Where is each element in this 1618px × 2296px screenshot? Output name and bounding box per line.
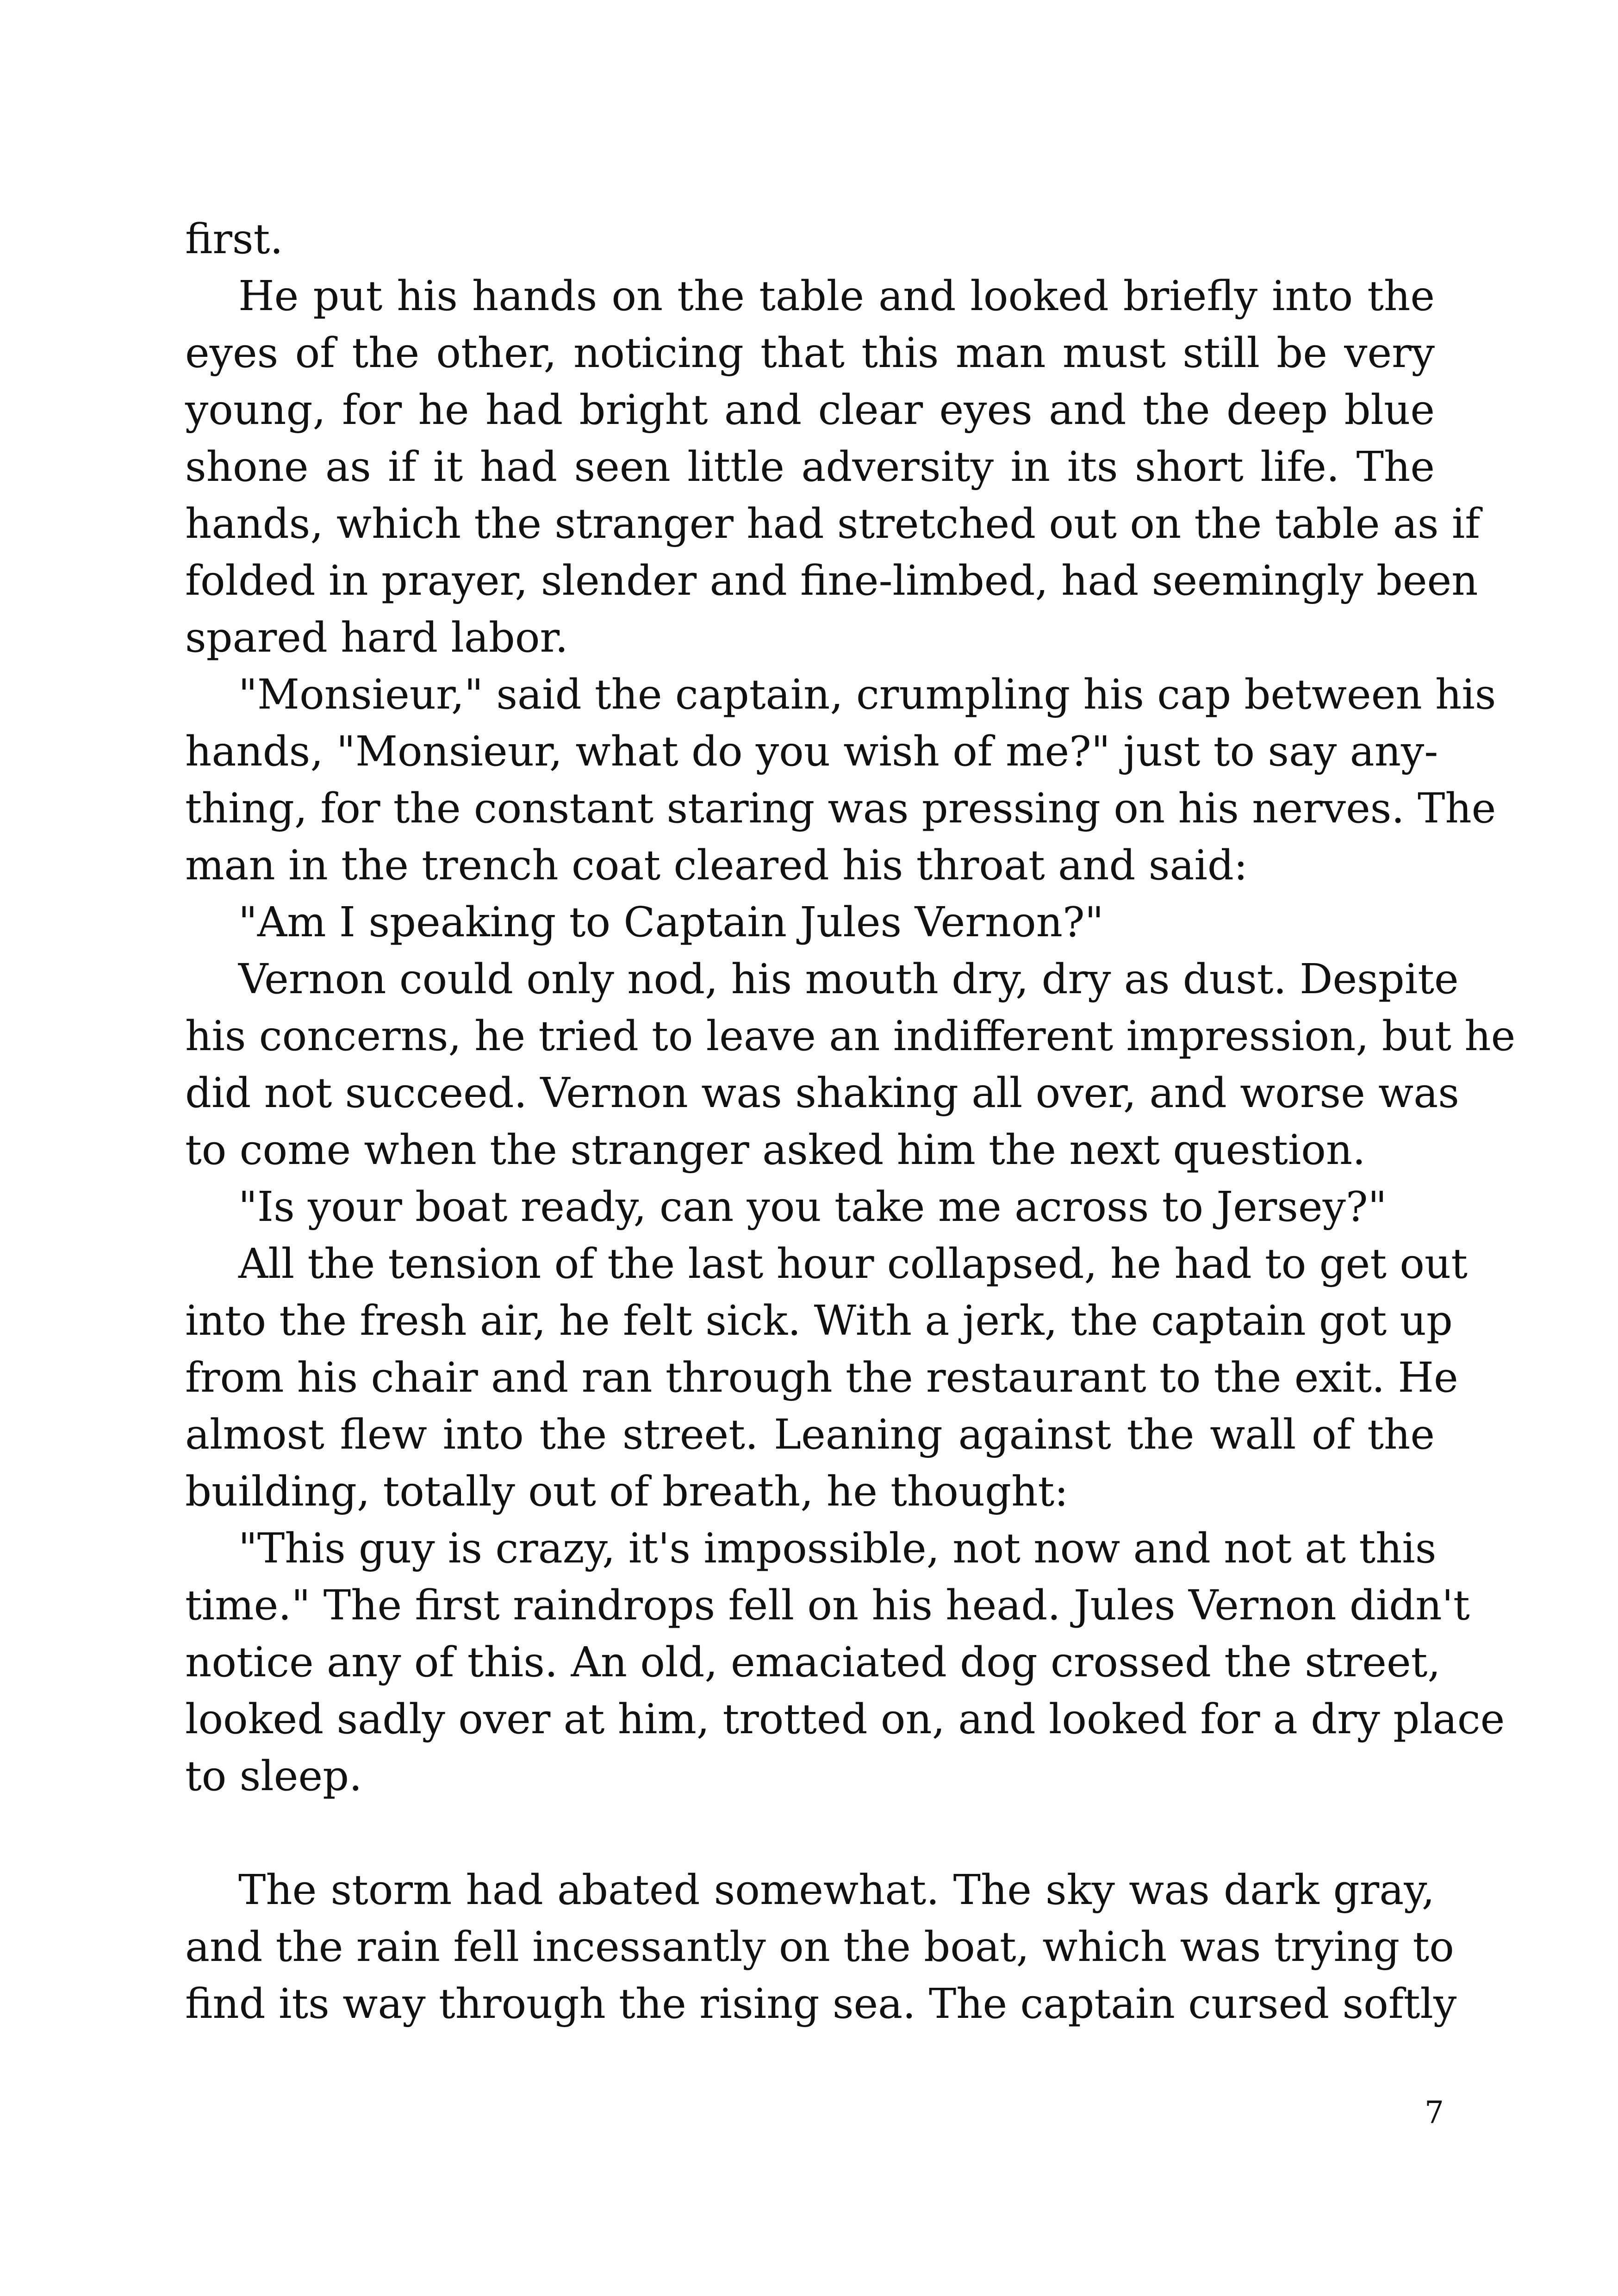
- text-line: spared hard labor.: [185, 613, 568, 661]
- paragraph: [185, 1520, 1505, 1804]
- text-line: Vernon could only nod, his mouth dry, dry as dust. Despite: [238, 955, 1459, 1003]
- text-line: to sleep.: [185, 1752, 362, 1800]
- paragraph: [185, 666, 1496, 894]
- text-line: shone as if it had seen little adversity in its short life. The: [185, 442, 1435, 491]
- text-line: "Is your boat ready, can you take me across to Jersey?": [238, 1182, 1387, 1231]
- text-line: to come when the stranger asked him the next question.: [185, 1126, 1366, 1174]
- text-line: notice any of this. An old, emaciated dog crossed the street,: [185, 1638, 1441, 1686]
- text-line: hands, "Monsieur, what do you wish of me?" just to say any-: [185, 727, 1438, 775]
- text-line: "This guy is crazy, it's impossible, not now and not at this: [238, 1524, 1437, 1572]
- page-number: 7: [1425, 2095, 1444, 2130]
- section-break: [185, 1804, 1435, 1861]
- text-line: hands, which the stranger had stretched out on the table as if: [185, 499, 1481, 548]
- paragraph: [185, 951, 1516, 1178]
- text-line: into the fresh air, he felt sick. With a jerk, the captain got up: [185, 1296, 1453, 1344]
- paragraph: [185, 1861, 1457, 2032]
- paragraph: [185, 211, 1435, 268]
- text-line: his concerns, he tried to leave an indifferent impression, but he: [185, 1012, 1516, 1060]
- page-body: [185, 211, 1516, 2032]
- text-line: "Am I speaking to Captain Jules Vernon?": [238, 898, 1104, 946]
- text-line: "Monsieur," said the captain, crumpling his cap between his: [238, 670, 1496, 718]
- text-line: and the rain fell incessantly on the boat, which was trying to: [185, 1923, 1454, 1971]
- text-line: eyes of the other, noticing that this man must still be very: [185, 329, 1435, 377]
- paragraph: [185, 894, 1435, 951]
- text-line: He put his hands on the table and looked briefly into the: [238, 272, 1435, 320]
- text-line: first.: [185, 215, 283, 263]
- text-line: man in the trench coat cleared his throat and said:: [185, 841, 1248, 889]
- paragraph: [185, 268, 1481, 666]
- text-line: looked sadly over at him, trotted on, and looked for a dry place: [185, 1695, 1505, 1743]
- text-line: building, totally out of breath, he thought:: [185, 1467, 1069, 1515]
- text-line: time." The first raindrops fell on his head. Jules Vernon didn't: [185, 1581, 1470, 1629]
- paragraph: [185, 1178, 1435, 1235]
- text-line: did not succeed. Vernon was shaking all over, and worse was: [185, 1069, 1459, 1117]
- text-line: from his chair and ran through the restaurant to the exit. He: [185, 1353, 1458, 1401]
- text-line: folded in prayer, slender and fine-limbed, had seemingly been: [185, 556, 1478, 604]
- text-line: almost flew into the street. Leaning against the wall of the: [185, 1410, 1435, 1458]
- text-line: thing, for the constant staring was pressing on his nerves. The: [185, 784, 1496, 832]
- text-line: All the tension of the last hour collapsed, he had to get out: [238, 1239, 1468, 1288]
- paragraph: [185, 1235, 1468, 1520]
- text-line: young, for he had bright and clear eyes and the deep blue: [185, 386, 1435, 434]
- text-line: find its way through the rising sea. The captain cursed softly: [185, 1979, 1457, 2028]
- text-line: The storm had abated somewhat. The sky was dark gray,: [238, 1866, 1435, 1914]
